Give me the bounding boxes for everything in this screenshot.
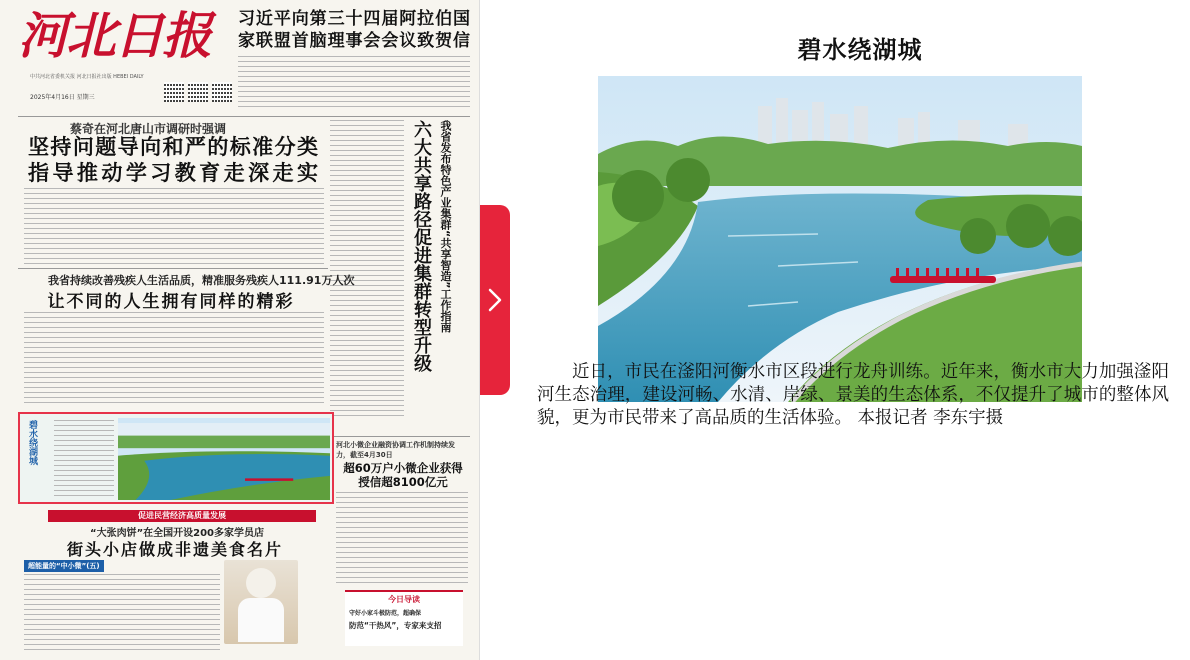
- text-column: [24, 312, 324, 406]
- right-box-kicker: 河北小微企业融资协调工作机制持续发力，截至4月30日: [336, 441, 455, 459]
- today-guide-title: 今日导读: [388, 595, 420, 604]
- article-body: 近日，市民在滏阳河衡水市区段进行龙舟训练。近年来，衡水市大力加强滏阳河生态治理，建设河畅、水清、岸绿、景美的生态体系，不仅提升了城市的整体风貌，更为市民带来了高品质的生活体验。 本报记者 李东宇摄: [537, 362, 1169, 428]
- right-box-headline: 超60万户小微企业获得授信超8100亿元: [343, 461, 463, 489]
- second-kicker: 我省持续改善残疾人生活品质，精准服务残疾人111.91万人次: [48, 274, 355, 287]
- chevron-right-icon: [487, 288, 503, 312]
- article-title: 碧水绕湖城: [797, 36, 923, 64]
- today-guide[interactable]: [345, 590, 463, 646]
- today-guide-item[interactable]: 防范“干热风”，专家来支招: [349, 621, 442, 630]
- top-headline: 习近平向第三十四届阿拉伯国家联盟首脑理事会会议致贺信: [238, 9, 470, 51]
- highlighted-photo-article[interactable]: [18, 412, 334, 504]
- newspaper-page[interactable]: [0, 0, 480, 660]
- side-headline: 六大共享路径促进集群转型升级: [411, 120, 432, 372]
- side-kicker: 我省发布特色产业集群“共享智造”工作指南: [439, 120, 452, 333]
- qr-code-icon: [212, 82, 232, 102]
- text-column: [330, 120, 404, 420]
- photo-caption-text: [54, 420, 114, 498]
- masthead-logo: 河北日报: [18, 6, 210, 65]
- lead-kicker: 蔡奇在河北唐山市调研时强调: [70, 122, 227, 136]
- third-kicker: “大张肉饼”在全国开设200多家学员店: [90, 528, 265, 539]
- text-column: [336, 492, 468, 586]
- qr-code-icon: [188, 82, 208, 102]
- masthead-meta: 中共河北省委机关报 河北日报社出版 HEBEI DAILY: [30, 74, 144, 80]
- third-headline: 街头小店做成非遗美食名片: [66, 540, 283, 559]
- chef-photo: [224, 560, 298, 644]
- qr-code-icon: [164, 82, 184, 102]
- section-bar: 促进民营经济高质量发展: [48, 510, 316, 522]
- today-guide-item[interactable]: 守好小家斗极防范，超确保: [349, 610, 422, 617]
- second-headline: 让不同的人生拥有同样的精彩: [47, 292, 295, 312]
- masthead-date: 2025年4月16日 星期三: [30, 94, 95, 101]
- series-label: 超能量的“中小微”(五): [24, 560, 104, 572]
- photo-caption: 碧水绕湖城: [27, 420, 37, 465]
- text-column: [238, 56, 470, 108]
- river-photo-thumbnail: [118, 418, 330, 500]
- text-column: [24, 574, 220, 652]
- next-page-button[interactable]: [480, 205, 510, 395]
- text-column: [24, 188, 324, 264]
- article-photo: [598, 76, 1082, 402]
- lead-headline: 坚持问题导向和严的标准分类指导推动学习教育走深走实: [28, 135, 318, 185]
